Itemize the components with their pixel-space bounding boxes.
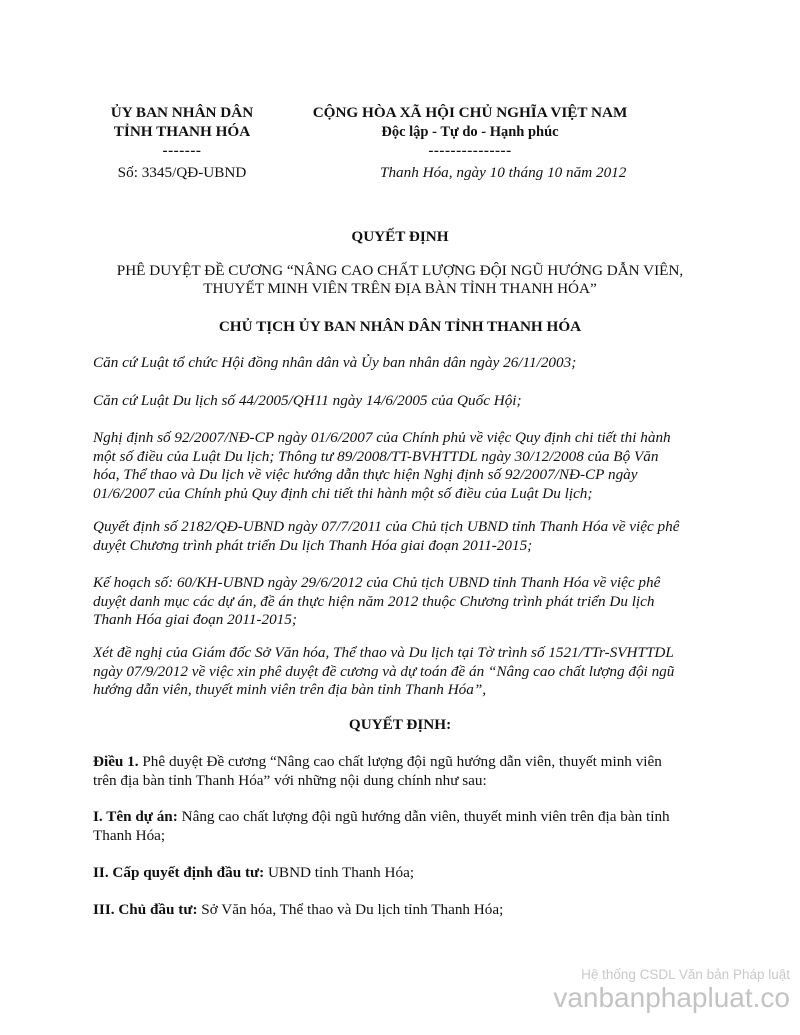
basis-line: Thanh Hóa giai đoạn 2011-2015; <box>93 611 297 628</box>
national-title <box>290 104 650 161</box>
item-text: Sở Văn hóa, Thể thao và Du lịch tỉnh Thanh Hóa; <box>197 901 504 918</box>
basis-line: hóa, Thể thao và Du lịch về việc hướng dẫn thực hiện Nghị định số 92/2007/NĐ-CP ngày <box>93 466 638 483</box>
document-subject-line-2: THUYẾT MINH VIÊN TRÊN ĐỊA BÀN TỈNH THANH HÓA” <box>203 280 597 297</box>
issuer-divider: ------- <box>162 142 202 159</box>
item-label: III. Chủ đầu tư: <box>93 901 198 918</box>
basis-line: Nghị định số 92/2007/NĐ-CP ngày 01/6/2007 của Chính phủ về việc Quy định chi tiết thi hành <box>93 429 671 446</box>
basis-line: 01/6/2007 của Chính phủ Quy định chi tiết thi hành một số điều của Luật Du lịch; <box>93 484 593 502</box>
document-number: Số: 3345/QĐ-UBND <box>117 164 247 181</box>
document-type-title: QUYẾT ĐỊNH <box>351 228 449 245</box>
watermark-site-link[interactable]: vanbanphapluat.co <box>553 982 790 1013</box>
article-1 <box>93 753 705 790</box>
item-text-continued: Thanh Hóa; <box>93 826 166 844</box>
item-label: II. Cấp quyết định đầu tư: <box>93 864 265 881</box>
item-decision-level <box>93 864 705 883</box>
issuer-line-2: TỈNH THANH HÓA <box>113 123 251 140</box>
basis-line: Căn cứ Luật tổ chức Hội đồng nhân dân và Ủy ban nhân dân ngày 26/11/2003; <box>93 354 577 371</box>
item-text: Nâng cao chất lượng đội ngũ hướng dẫn viên, thuyết minh viên trên địa bàn tỉnh <box>177 808 670 825</box>
basis-line: một số điều của Luật Du lịch; Thông tư 89/2008/TT-BVHTTDL ngày 30/12/2008 của Bộ Văn <box>93 447 659 465</box>
decision-heading: QUYẾT ĐỊNH: <box>348 716 452 733</box>
basis-line: Quyết định số 2182/QĐ-UBND ngày 07/7/2011 của Chủ tịch UBND tỉnh Thanh Hóa về việc phê <box>93 518 680 535</box>
legal-basis-3 <box>93 429 705 503</box>
motto-divider: --------------- <box>428 142 512 159</box>
legal-basis-6 <box>93 644 705 700</box>
legal-basis-1 <box>93 354 705 373</box>
issuer-line-1: ỦY BAN NHÂN DÂN <box>110 104 254 121</box>
item-investor <box>93 901 705 920</box>
basis-line: hướng dẫn viên, thuyết minh viên trên địa bàn tỉnh Thanh Hóa”, <box>93 681 487 698</box>
country-name: CỘNG HÒA XÃ HỘI CHỦ NGHĨA VIỆT NAM <box>312 104 628 121</box>
basis-line: Kế hoạch số: 60/KH-UBND ngày 29/6/2012 của Chủ tịch UBND tỉnh Thanh Hóa về việc phê <box>93 574 661 591</box>
legal-basis-5 <box>93 574 705 630</box>
article-1-text-1: Phê duyệt Đề cương “Nâng cao chất lượng đội ngũ hướng dẫn viên, thuyết minh viên <box>138 753 662 770</box>
basis-line: duyệt Chương trình phát triển Du lịch Thanh Hóa giai đoạn 2011-2015; <box>93 536 533 554</box>
article-1-label: Điều 1. <box>93 753 139 770</box>
item-text: UBND tỉnh Thanh Hóa; <box>264 864 415 881</box>
watermark-caption: Hệ thống CSDL Văn bản Pháp luật <box>581 967 790 982</box>
authority-heading: CHỦ TỊCH ỦY BAN NHÂN DÂN TỈNH THANH HÓA <box>218 318 582 335</box>
basis-line: Xét đề nghị của Giám đốc Sở Văn hóa, Thể thao và Du lịch tại Tờ trình số 1521/TTr-SVHTTDL <box>93 644 674 661</box>
issuing-authority <box>92 104 272 161</box>
national-motto: Độc lập - Tự do - Hạnh phúc <box>381 124 559 140</box>
legal-basis-4 <box>93 518 705 555</box>
basis-line: Căn cứ Luật Du lịch số 44/2005/QH11 ngày 14/6/2005 của Quốc Hội; <box>93 392 522 409</box>
document-subject-line-1: PHÊ DUYỆT ĐỀ CƯƠNG “NÂNG CAO CHẤT LƯỢNG ĐỘI NGŨ HƯỚNG DẪN VIÊN, <box>116 262 684 279</box>
article-1-text-2: trên địa bàn tỉnh Thanh Hóa” với những nội dung chính như sau: <box>93 771 487 789</box>
item-project-name <box>93 808 705 845</box>
document-date: Thanh Hóa, ngày 10 tháng 10 năm 2012 <box>380 164 627 181</box>
basis-line: duyệt danh mục các dự án, đề án thực hiện năm 2012 thuộc Chương trình phát triển Du lịch <box>93 592 655 610</box>
legal-basis-2 <box>93 392 705 411</box>
basis-line: ngày 07/9/2012 về việc xin phê duyệt đề cương và dự toán đề án “Nâng cao chất lượng đội ngũ <box>93 662 675 680</box>
item-label: I. Tên dự án: <box>93 808 178 825</box>
